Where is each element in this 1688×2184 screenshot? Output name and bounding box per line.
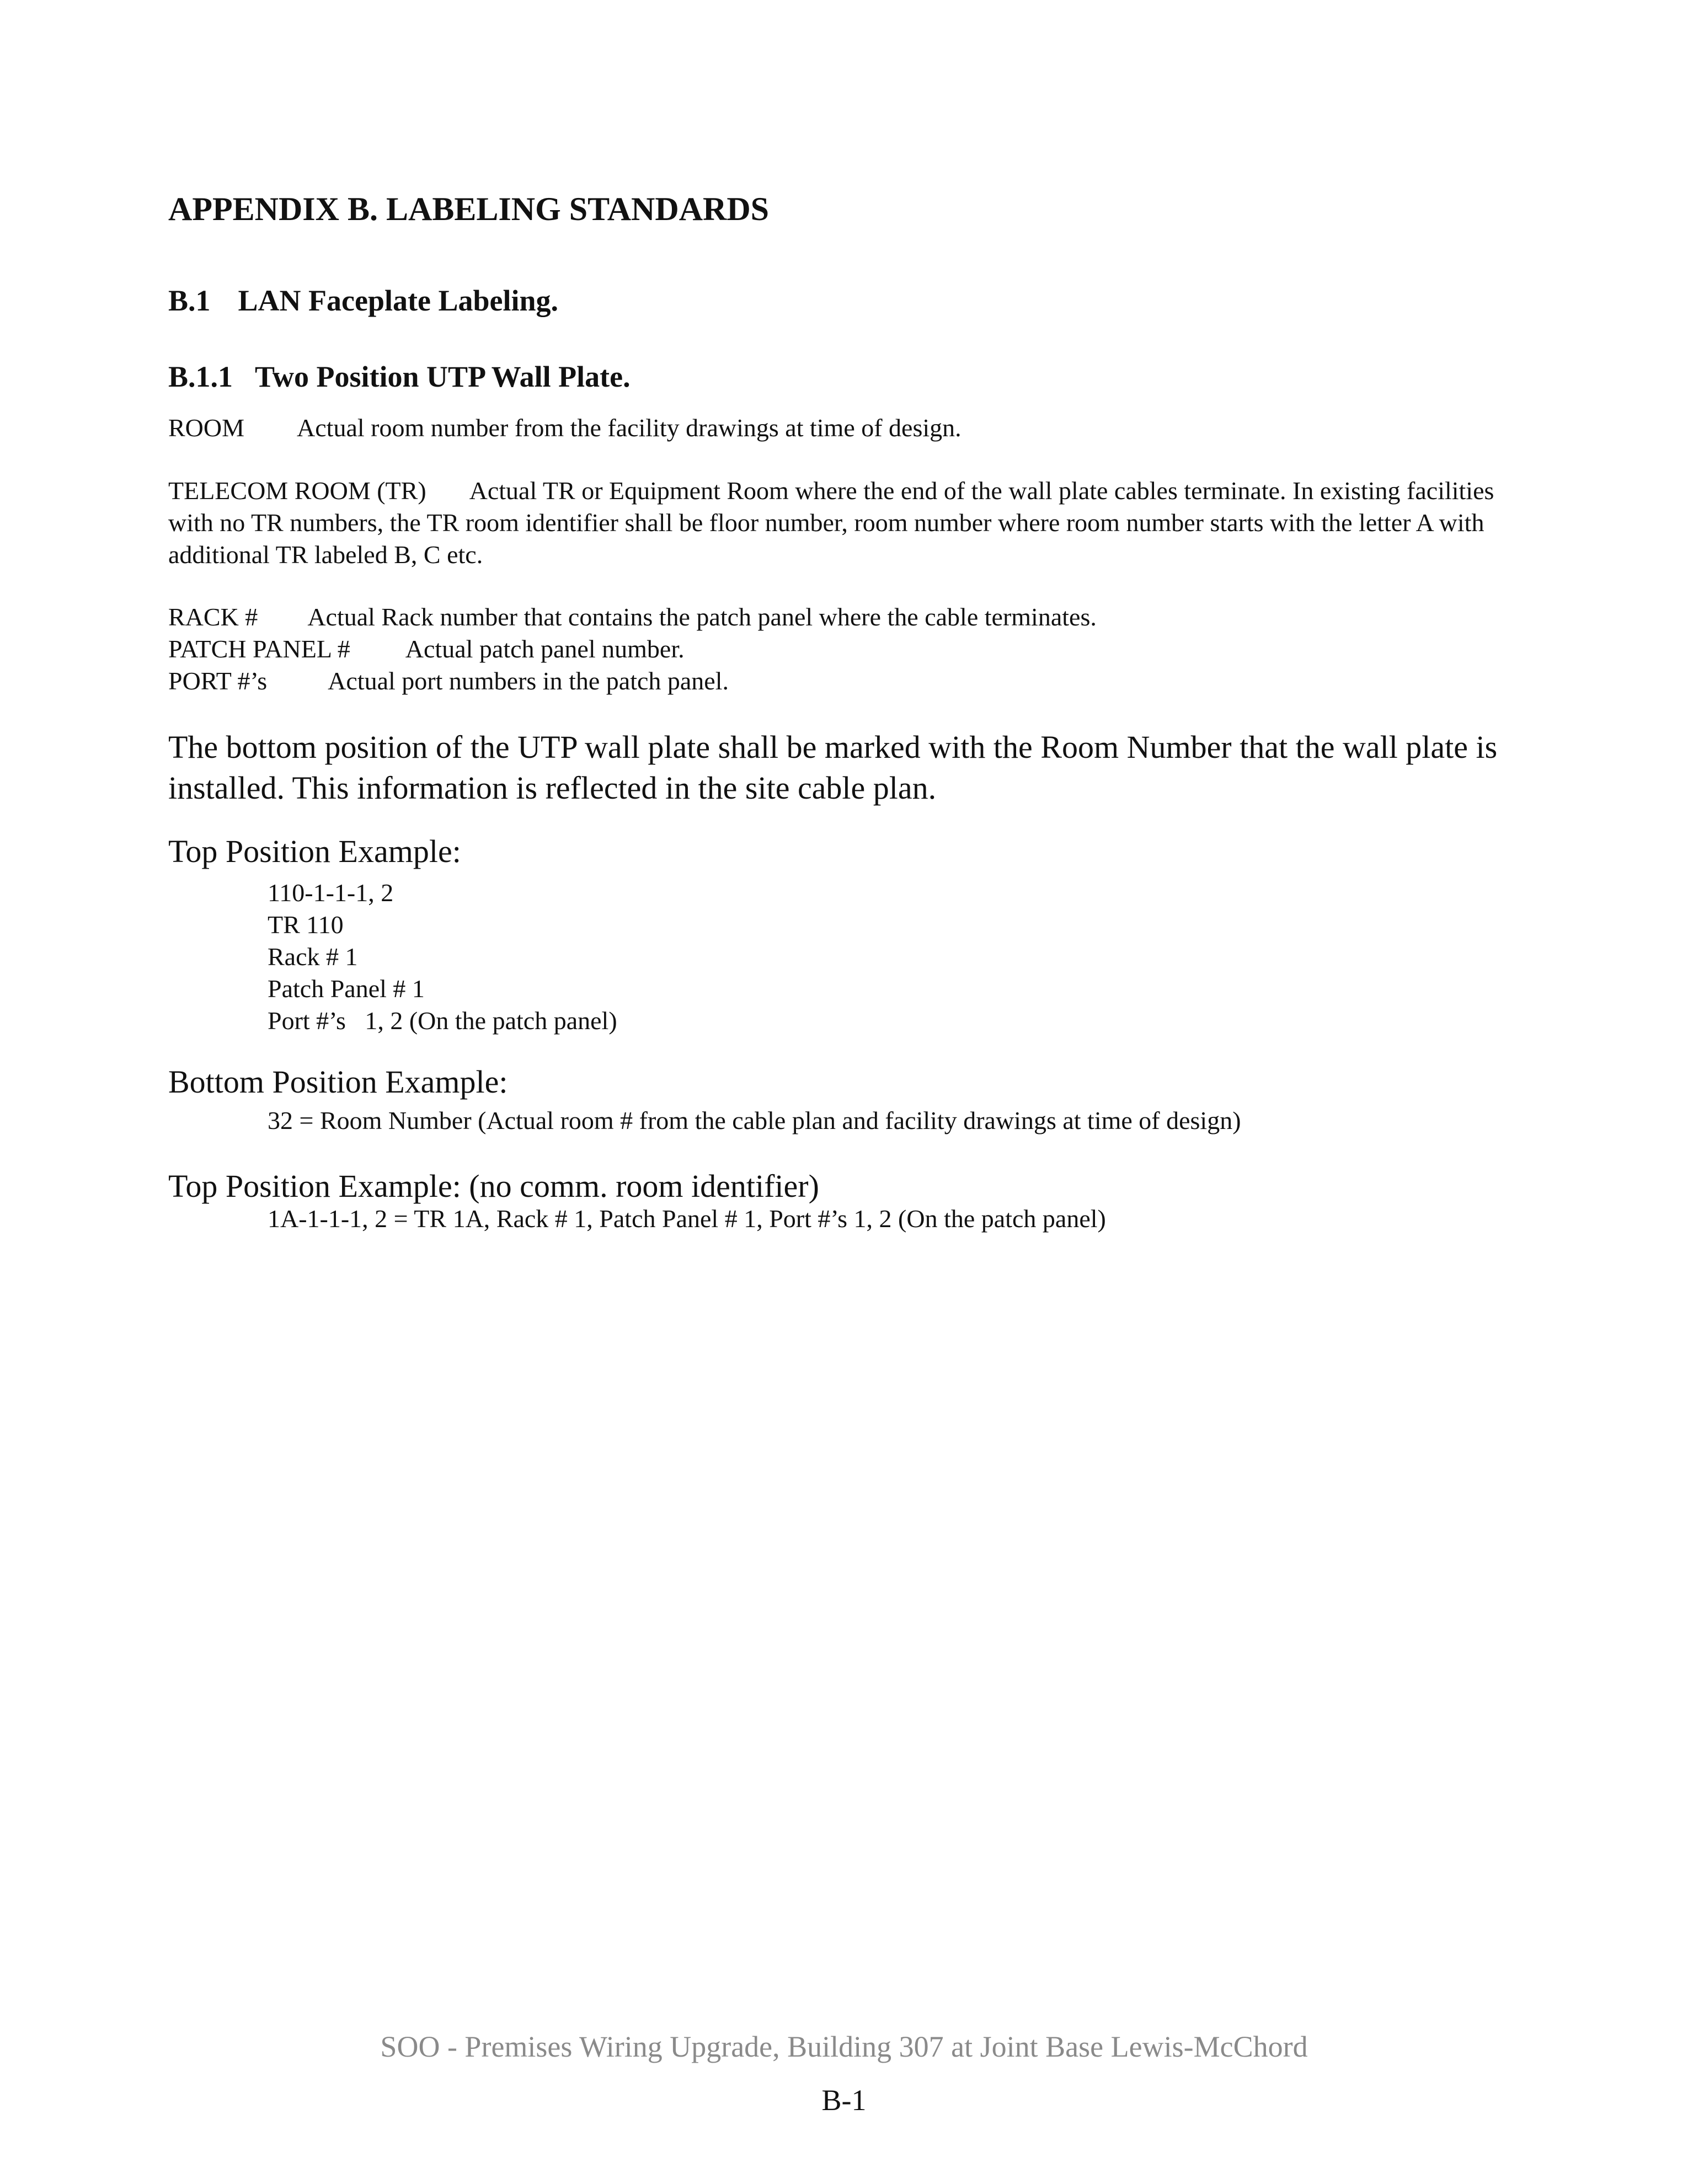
appendix-heading: APPENDIX B. LABELING STANDARDS xyxy=(168,191,770,227)
subsection-title: Two Position UTP Wall Plate. xyxy=(255,360,631,393)
definition-term: RACK # xyxy=(168,603,258,631)
definition-telecom-room xyxy=(168,475,1531,571)
top-example-no-id-line: 1A-1-1-1, 2 = TR 1A, Rack # 1, Patch Panel # 1, Port #’s 1, 2 (On the patch panel) xyxy=(268,1205,1106,1233)
top-example-line: 110-1-1-1, 2 xyxy=(268,879,394,907)
subsection-number: B.1.1 xyxy=(168,360,233,393)
definition-room xyxy=(168,412,961,444)
definition-rack xyxy=(168,601,1097,633)
definition-text: Actual port numbers in the patch panel. xyxy=(328,667,729,695)
definition-text: Actual patch panel number. xyxy=(405,635,685,663)
definition-text: Actual TR or Equipment Room where the end of the wall plate cables terminate. In existing facilities with no TR numbers, the TR room identifier shall be floor number, room number where room number starts with the letter A with additional TR labeled B, C etc. xyxy=(168,477,1494,569)
definition-ports xyxy=(168,665,729,697)
definition-term: TELECOM ROOM (TR) xyxy=(168,477,426,505)
footer-title: SOO - Premises Wiring Upgrade, Building 307 at Joint Base Lewis-McChord xyxy=(380,2030,1308,2063)
subsection-heading xyxy=(168,358,631,395)
top-example-label: Top Position Example: xyxy=(168,833,461,869)
bottom-example-label: Bottom Position Example: xyxy=(168,1064,508,1100)
definition-term: ROOM xyxy=(168,414,245,442)
top-example-line: Patch Panel # 1 xyxy=(268,975,425,1003)
section-heading xyxy=(168,282,558,319)
top-example-line: Rack # 1 xyxy=(268,943,358,971)
top-example-no-id-label: Top Position Example: (no comm. room identifier) xyxy=(168,1168,819,1204)
section-title: LAN Faceplate Labeling. xyxy=(238,284,559,317)
definition-text: Actual Rack number that contains the patch panel where the cable terminates. xyxy=(307,603,1097,631)
definition-patch-panel xyxy=(168,633,685,665)
definition-term: PORT #’s xyxy=(168,667,268,695)
definition-term: PATCH PANEL # xyxy=(168,635,350,663)
page-number: B-1 xyxy=(821,2084,867,2117)
bottom-example-line: 32 = Room Number (Actual room # from the cable plan and facility drawings at time of design) xyxy=(268,1106,1241,1134)
definition-text: Actual room number from the facility drawings at time of design. xyxy=(297,414,961,442)
bottom-position-note: The bottom position of the UTP wall plate shall be marked with the Room Number that the wall plate is installed. This information is reflected in the site cable plan. xyxy=(168,729,1498,806)
top-example-line: Port #’s 1, 2 (On the patch panel) xyxy=(268,1007,617,1035)
section-number: B.1 xyxy=(168,284,211,317)
top-example-line: TR 110 xyxy=(268,911,344,939)
